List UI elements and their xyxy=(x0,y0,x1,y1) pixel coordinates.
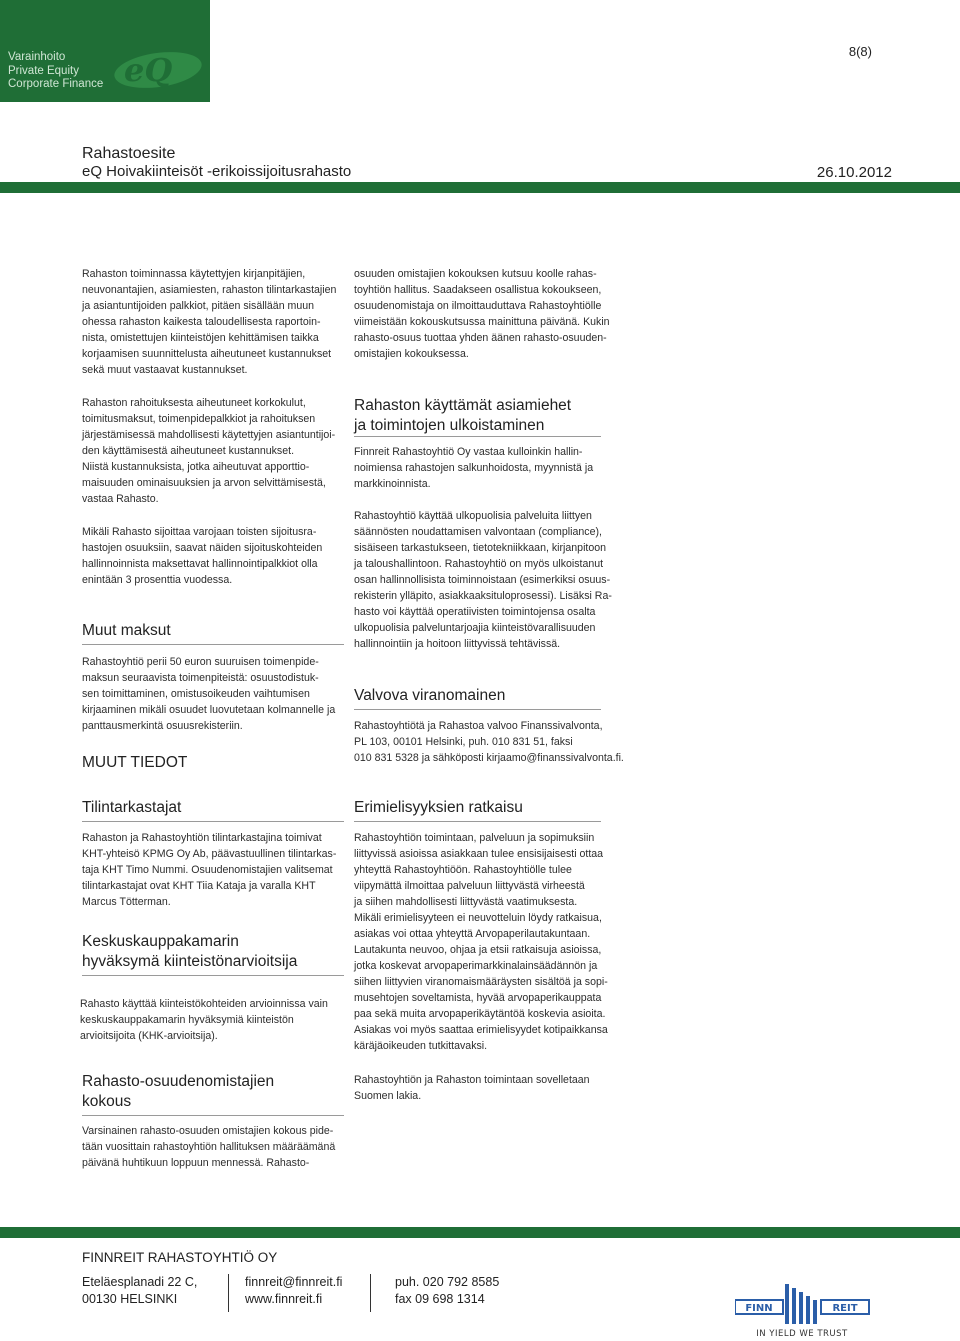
footer-rule xyxy=(0,1227,960,1238)
erimielisyys-heading: Erimielisyyksien ratkaisu xyxy=(354,799,523,816)
footer-phone: puh. 020 792 8585 xyxy=(395,1275,500,1289)
text-line: rahasto-osuus tuottaa yhden äänen rahasto-osuuden- xyxy=(354,332,607,344)
brand-line: Corporate Finance xyxy=(8,78,104,90)
text-line: ulkopuolisia palveluntarjoajia kiinteistövarallisuuden xyxy=(354,622,596,634)
footer-fax: fax 09 698 1314 xyxy=(395,1292,485,1306)
muut-tiedot-heading: MUUT TIEDOT xyxy=(82,754,188,771)
keskuskauppakamari-heading xyxy=(82,932,344,972)
text-line: Rahastoyhtiötä ja Rahastoa valvoo Finanssivalvonta, xyxy=(354,720,603,732)
text-line: hastojen osuuksiin, saavat näiden sijoituskohteiden xyxy=(82,542,323,554)
text-line: toimitusmaksut, toimenpidepalkkiot ja rahoituksen xyxy=(82,413,316,425)
left-paragraph-7 xyxy=(82,1123,344,1171)
valvova-viranomainen-heading: Valvova viranomainen xyxy=(354,687,506,704)
tilintarkastajat-heading: Tilintarkastajat xyxy=(82,799,182,816)
heading-line: Rahaston käyttämät asiamiehet xyxy=(354,397,572,414)
text-line: toyhtiön hallitus. Saadakseen osallistua kokoukseen, xyxy=(354,284,602,296)
muut-maksut-heading: Muut maksut xyxy=(82,622,171,639)
section-divider xyxy=(82,821,344,822)
text-line: KHT-yhteisö KPMG Oy Ab, päävastuullinen tilintarkas- xyxy=(82,848,337,860)
text-line: Asiakas voi myös saattaa erimielisyydet kotipaikkansa xyxy=(354,1024,608,1036)
text-line: hallinnoinnista maksettavat hallinnointipalkkiot olla xyxy=(82,558,318,570)
section-divider xyxy=(354,709,601,710)
ulkoistaminen-heading xyxy=(354,396,624,436)
text-line: ohessa rahaston kaikesta taloudellisesta raportoin- xyxy=(82,316,321,328)
text-line: Rahastoyhtiö käyttää ulkopuolisia palveluita liittyen xyxy=(354,510,592,522)
page-number: 8(8) xyxy=(848,44,872,59)
text-line: paa sekä muita arvopaperikäytäntöä koskevia asioita. xyxy=(354,1008,606,1020)
doc-date: 26.10.2012 xyxy=(816,164,892,181)
eq-logo-text: eQ xyxy=(124,51,173,89)
left-paragraph-1 xyxy=(82,266,344,378)
section-divider xyxy=(354,821,601,822)
text-line: Lautakunta neuvoo, ohjaa ja etsii ratkaisuja asioissa, xyxy=(354,944,602,956)
text-line: taja KHT Timo Nummi. Osuudenomistajien valitsemat xyxy=(82,864,333,876)
text-line: maisuuden ominaisuuksien ja arvon selvittämisestä, xyxy=(82,477,326,489)
text-line: jotka koskevat arvopaperimarkkinalainsäädännön ja xyxy=(354,960,598,972)
text-line: tilintarkastajat ovat KHT Tiia Kataja ja varalla KHT xyxy=(82,880,316,892)
text-line: omistajien kokouksessa. xyxy=(354,348,469,360)
text-line: osuudenomistaja on ilmoittauduttava Rahastoyhtiölle xyxy=(354,300,602,312)
footer-address xyxy=(82,1274,197,1308)
text-line: musehtojen soveltamista, hyvää arvopaperikauppata xyxy=(354,992,602,1004)
finnreit-logo xyxy=(735,1282,870,1340)
right-paragraph-2 xyxy=(354,444,624,492)
kokous-heading xyxy=(82,1072,344,1112)
left-paragraph-3 xyxy=(82,524,344,588)
footer-divider xyxy=(228,1274,229,1312)
text-line: den käyttämisestä aiheutuneet kustannukset. xyxy=(82,445,295,457)
text-line: osan hallinnollisista toiminnoistaan (esimerkiksi osuus- xyxy=(354,574,611,586)
text-line: Rahaston ja Rahastoyhtiön tilintarkastajina toimivat xyxy=(82,832,322,844)
section-divider xyxy=(82,1115,344,1116)
heading-line: Keskuskauppakamarin xyxy=(82,933,239,950)
text-line: Rahasto käyttää kiinteistökohteiden arvioinnissa vain xyxy=(80,998,328,1010)
text-line: Marcus Tötterman. xyxy=(82,896,171,908)
address-street: Eteläesplanadi 22 C, xyxy=(82,1275,198,1289)
heading-line: Rahasto-osuudenomistajien xyxy=(82,1073,275,1090)
text-line: arvioitsijoita (KHK-arvioitsija). xyxy=(80,1030,218,1042)
doc-title: Rahastoesite xyxy=(82,145,176,162)
left-paragraph-6 xyxy=(80,996,342,1044)
text-line: neuvonantajien, asiamiesten, rahaston tilintarkastajien xyxy=(82,284,337,296)
brand-services xyxy=(8,51,103,92)
section-divider xyxy=(82,644,344,645)
text-line: asiakas voi ottaa yhteyttä Arvopaperilautakuntaan. xyxy=(354,928,591,940)
text-line: ja siihen mahdollisesti liittyvästä vaatimuksesta. xyxy=(354,896,578,908)
text-line: 010 831 5328 ja sähköposti kirjaamo@finanssivalvonta.fi. xyxy=(354,752,624,764)
right-paragraph-5 xyxy=(354,830,624,1054)
footer-contact xyxy=(245,1274,342,1308)
text-line: markkinoinnista. xyxy=(354,478,431,490)
left-paragraph-5 xyxy=(82,830,344,910)
text-line: keskuskauppakamarin hyväksymiä kiinteistön xyxy=(80,1014,294,1026)
text-line: yhteyttä Rahastoyhtiöön. Rahastoyhtiölle tulee xyxy=(354,864,572,876)
text-line: hallinnointiin ja hoitoon liittyvissä tehtävissä. xyxy=(354,638,561,650)
text-line: Rahaston rahoituksesta aiheutuneet korkokulut, xyxy=(82,397,306,409)
text-line: vastaa Rahasto. xyxy=(82,493,159,505)
text-line: sisäiseen tarkastukseen, tietotekniikkaan, kirjanpitoon xyxy=(354,542,607,554)
section-divider xyxy=(82,975,344,976)
right-paragraph-3 xyxy=(354,508,624,652)
eq-logo xyxy=(112,48,208,92)
text-line: tään vuosittain rahastoyhtiön hallituksen määräämänä xyxy=(82,1141,336,1153)
text-line: Varsinainen rahasto-osuuden omistajien kokous pide- xyxy=(82,1125,334,1137)
address-postal: 00130 HELSINKI xyxy=(82,1292,178,1306)
text-line: Rahastoyhtiö perii 50 euron suuruisen toimenpide- xyxy=(82,656,319,668)
footer-web-link[interactable]: www.finnreit.fi xyxy=(245,1292,323,1306)
text-line: Finnreit Rahastoyhtiö Oy vastaa kulloinkin hallin- xyxy=(354,446,583,458)
text-line: Niistä kustannuksista, jotka aiheutuvat apporttio- xyxy=(82,461,310,473)
text-line: rekisterin ylläpito, asiakkaaksituloprosessi). Lisäksi Ra- xyxy=(354,590,612,602)
right-paragraph-1 xyxy=(354,266,624,362)
text-line: sekä muut vastaavat kustannukset. xyxy=(82,364,248,376)
text-line: enintään 3 prosenttia vuodessa. xyxy=(82,574,233,586)
left-paragraph-2 xyxy=(82,395,344,507)
heading-line: hyväksymä kiinteistönarvioitsija xyxy=(82,953,298,970)
text-line: ja taloushallintoon. Rahastoyhtiö on myös ulkoistanut xyxy=(354,558,604,570)
finnreit-logo-left: FINN xyxy=(745,1303,773,1314)
text-line: päivänä huhtikuun loppuun mennessä. Rahasto- xyxy=(82,1157,310,1169)
text-line: noimiensa rahastojen salkunhoidosta, myynnistä ja xyxy=(354,462,594,474)
heading-line: ja toimintojen ulkoistaminen xyxy=(354,417,545,434)
header-rule xyxy=(0,182,960,193)
text-line: hasto voi käyttää operatiivisten toimintojensa osalta xyxy=(354,606,596,618)
finnreit-building-icon xyxy=(785,1284,817,1324)
text-line: kirjaaminen mikäli osuudet luovutetaan kolmannelle ja xyxy=(82,704,336,716)
footer-email-link[interactable]: finnreit@finnreit.fi xyxy=(245,1275,343,1289)
text-line: Rahastoyhtiön toimintaan, palveluun ja sopimuksiin xyxy=(354,832,595,844)
right-paragraph-4 xyxy=(354,718,654,766)
brand-line: Varainhoito xyxy=(8,51,66,63)
brand-line: Private Equity xyxy=(8,64,79,77)
right-paragraph-6 xyxy=(354,1072,624,1104)
text-line: Suomen lakia. xyxy=(354,1090,422,1102)
text-line: Rahastoyhtiön ja Rahaston toimintaan sovelletaan xyxy=(354,1074,590,1086)
text-line: PL 103, 00101 Helsinki, puh. 010 831 51, faksi xyxy=(354,736,573,748)
text-line: säännösten noudattamisen valvontaan (compliance), xyxy=(354,526,602,538)
fund-name: eQ Hoivakiinteisöt -erikoissijoitusrahasto xyxy=(82,163,352,180)
finnreit-logo-right: REIT xyxy=(832,1303,858,1314)
text-line: osuuden omistajien kokouksen kutsuu koolle rahas- xyxy=(354,268,597,280)
footer-company-name: FINNREIT RAHASTOYHTIÖ OY xyxy=(82,1250,278,1265)
text-line: ja asiantuntijoiden palkkiot, pitäen sisällään muun xyxy=(82,300,315,312)
text-line: panttausmerkintä osuusrekisteriin. xyxy=(82,720,243,732)
text-line: korjaamisen suunnittelusta aiheutuneet kustannukset xyxy=(82,348,332,360)
text-line: viimeistään kokouskutsussa mainittuna päivänä. Kukin xyxy=(354,316,610,328)
footer-divider xyxy=(370,1274,371,1312)
text-line: sen toimittaminen, omistusoikeuden vaihtumisen xyxy=(82,688,310,700)
left-paragraph-4 xyxy=(82,654,344,734)
heading-line: kokous xyxy=(82,1093,132,1110)
finnreit-tagline: IN YIELD WE TRUST xyxy=(756,1329,848,1339)
text-line: maksun seuraavista toimenpiteistä: osuustodistuk- xyxy=(82,672,319,684)
text-line: käräjäoikeuden tutkittavaksi. xyxy=(354,1040,488,1052)
text-line: Rahaston toiminnassa käytettyjen kirjanpitäjien, xyxy=(82,268,306,280)
text-line: liittyvissä asioissa asiakkaan tulee ensisijaisesti ottaa xyxy=(354,848,604,860)
text-line: Mikäli erimielisyyteen ei neuvotteluin löydy ratkaisua, xyxy=(354,912,602,924)
text-line: siihen liittyvien viranomaismääräysten sisältöä ja sopi- xyxy=(354,976,608,988)
footer-phone-fax xyxy=(395,1274,499,1308)
text-line: nista, omistettujen kiinteistöjen kehittämisen taikka xyxy=(82,332,319,344)
text-line: Mikäli Rahasto sijoittaa varojaan toisten sijoitusra- xyxy=(82,526,317,538)
text-line: viipymättä ilmoittaa palveluun liittyvästä virheestä xyxy=(354,880,585,892)
section-divider xyxy=(354,436,601,437)
text-line: järjestämisessä mahdollisesti käytettyjen asiantuntijoi- xyxy=(82,429,336,441)
